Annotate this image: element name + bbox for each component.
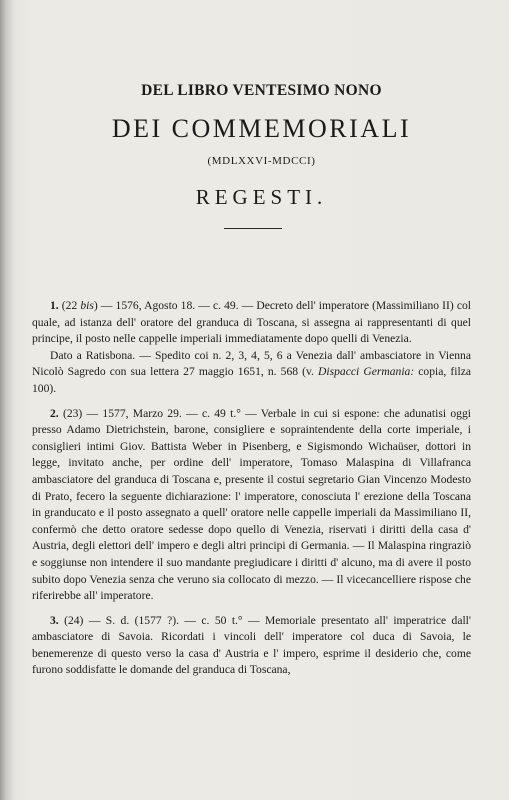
entry-paragraph	[32, 348, 471, 398]
section-subtitle: REGESTI.	[195, 185, 328, 209]
entry-text: (22	[58, 299, 81, 312]
entry-paragraph	[32, 613, 471, 679]
entry-text: ) — 1576, Agosto 18. — c. 49. — Decreto dell' imperatore (Massimiliano II) col quale, ad istanza dell' oratore del granduca di Toscana, si assegna ai rappresentanti di quel principe, il posto nelle cappelle imperiali immediatamente dopo quelli di Venezia.	[32, 299, 471, 346]
entry-number: 1.	[50, 299, 59, 312]
entry-paragraph	[32, 298, 471, 348]
entry-text: (23) — 1577, Marzo 29. — c. 49 t.° — Verbale in cui si espone: che adunatisi oggi presso Adamo Dietrichstein, barone, consigliere e sopraintendente della corte imperiale, i consiglieri intimi Giov. Battista Weber in Pisenberg, e Sigismondo Wichaüser, dottori in legge, invitato anche, per ordine dell' imperatore, Tomaso Malaspina di Villafranca ambasciatore del granduca di Toscana e, presente il costui segretario Gian Vincenzo Modesto di Prato, fecero la seguente dichiarazione: l' imperatore, conosciuta l' erezione della Toscana in granducato e il posto assegnato a quell' oratore nelle cappelle imperiali da Massimiliano II, confermò che detto oratore sedesse dopo quello di Venezia, riservati i diritti della casa d' Austria, degli elettori dell' impero e degli altri principi di Germania. — Il Malaspina ringraziò e soggiunse non intendere il suo mandante pregiudicare i diritti d' alcuno, ma di avere il posto subito dopo Venezia senza che veruno sia collocato di mezzo. — Il vicecancelliere rispose che riferirebbe all' imperatore.	[32, 406, 471, 603]
entry-paragraph	[32, 406, 471, 605]
title-rule	[224, 228, 282, 229]
entry-number: 3.	[50, 613, 59, 627]
entry-text: copia, filza 100).	[32, 365, 471, 395]
entries-body	[32, 298, 471, 687]
entry-text: Dato a Ratisbona. — Spedito coi n. 2, 3, 4, 5, 6 a Venezia dall' ambasciatore in Vienna Nicolò Sagredo con sua lettera 27 maggio 1651, n. 568 (v.	[32, 348, 471, 379]
entry-1	[32, 298, 471, 398]
entry-2	[32, 406, 471, 605]
entry-text: (24) — S. d. (1577 ?). — c. 50 t.° — Memoriale presentato all' imperatrice dall' ambasciatore di Savoia. Ricordati i vincoli dell' imperatore col duca di Savoia, le benemerenze di questo verso la casa d' Austria e l' impero, esprime il desiderio che, come furono soddisfatte le domande del granduca di Toscana,	[32, 613, 471, 677]
entry-3	[32, 613, 471, 679]
entry-number: 2.	[50, 406, 59, 420]
entry-text-italic: Dispacci Germania:	[318, 365, 415, 379]
entry-text-italic: bis	[80, 299, 94, 312]
date-range: (MDLXXVI-MDCCI)	[207, 155, 316, 167]
page-title: DEI COMMEMORIALI	[111, 114, 412, 143]
book-heading: DEL LIBRO VENTESIMO NONO	[141, 82, 382, 99]
